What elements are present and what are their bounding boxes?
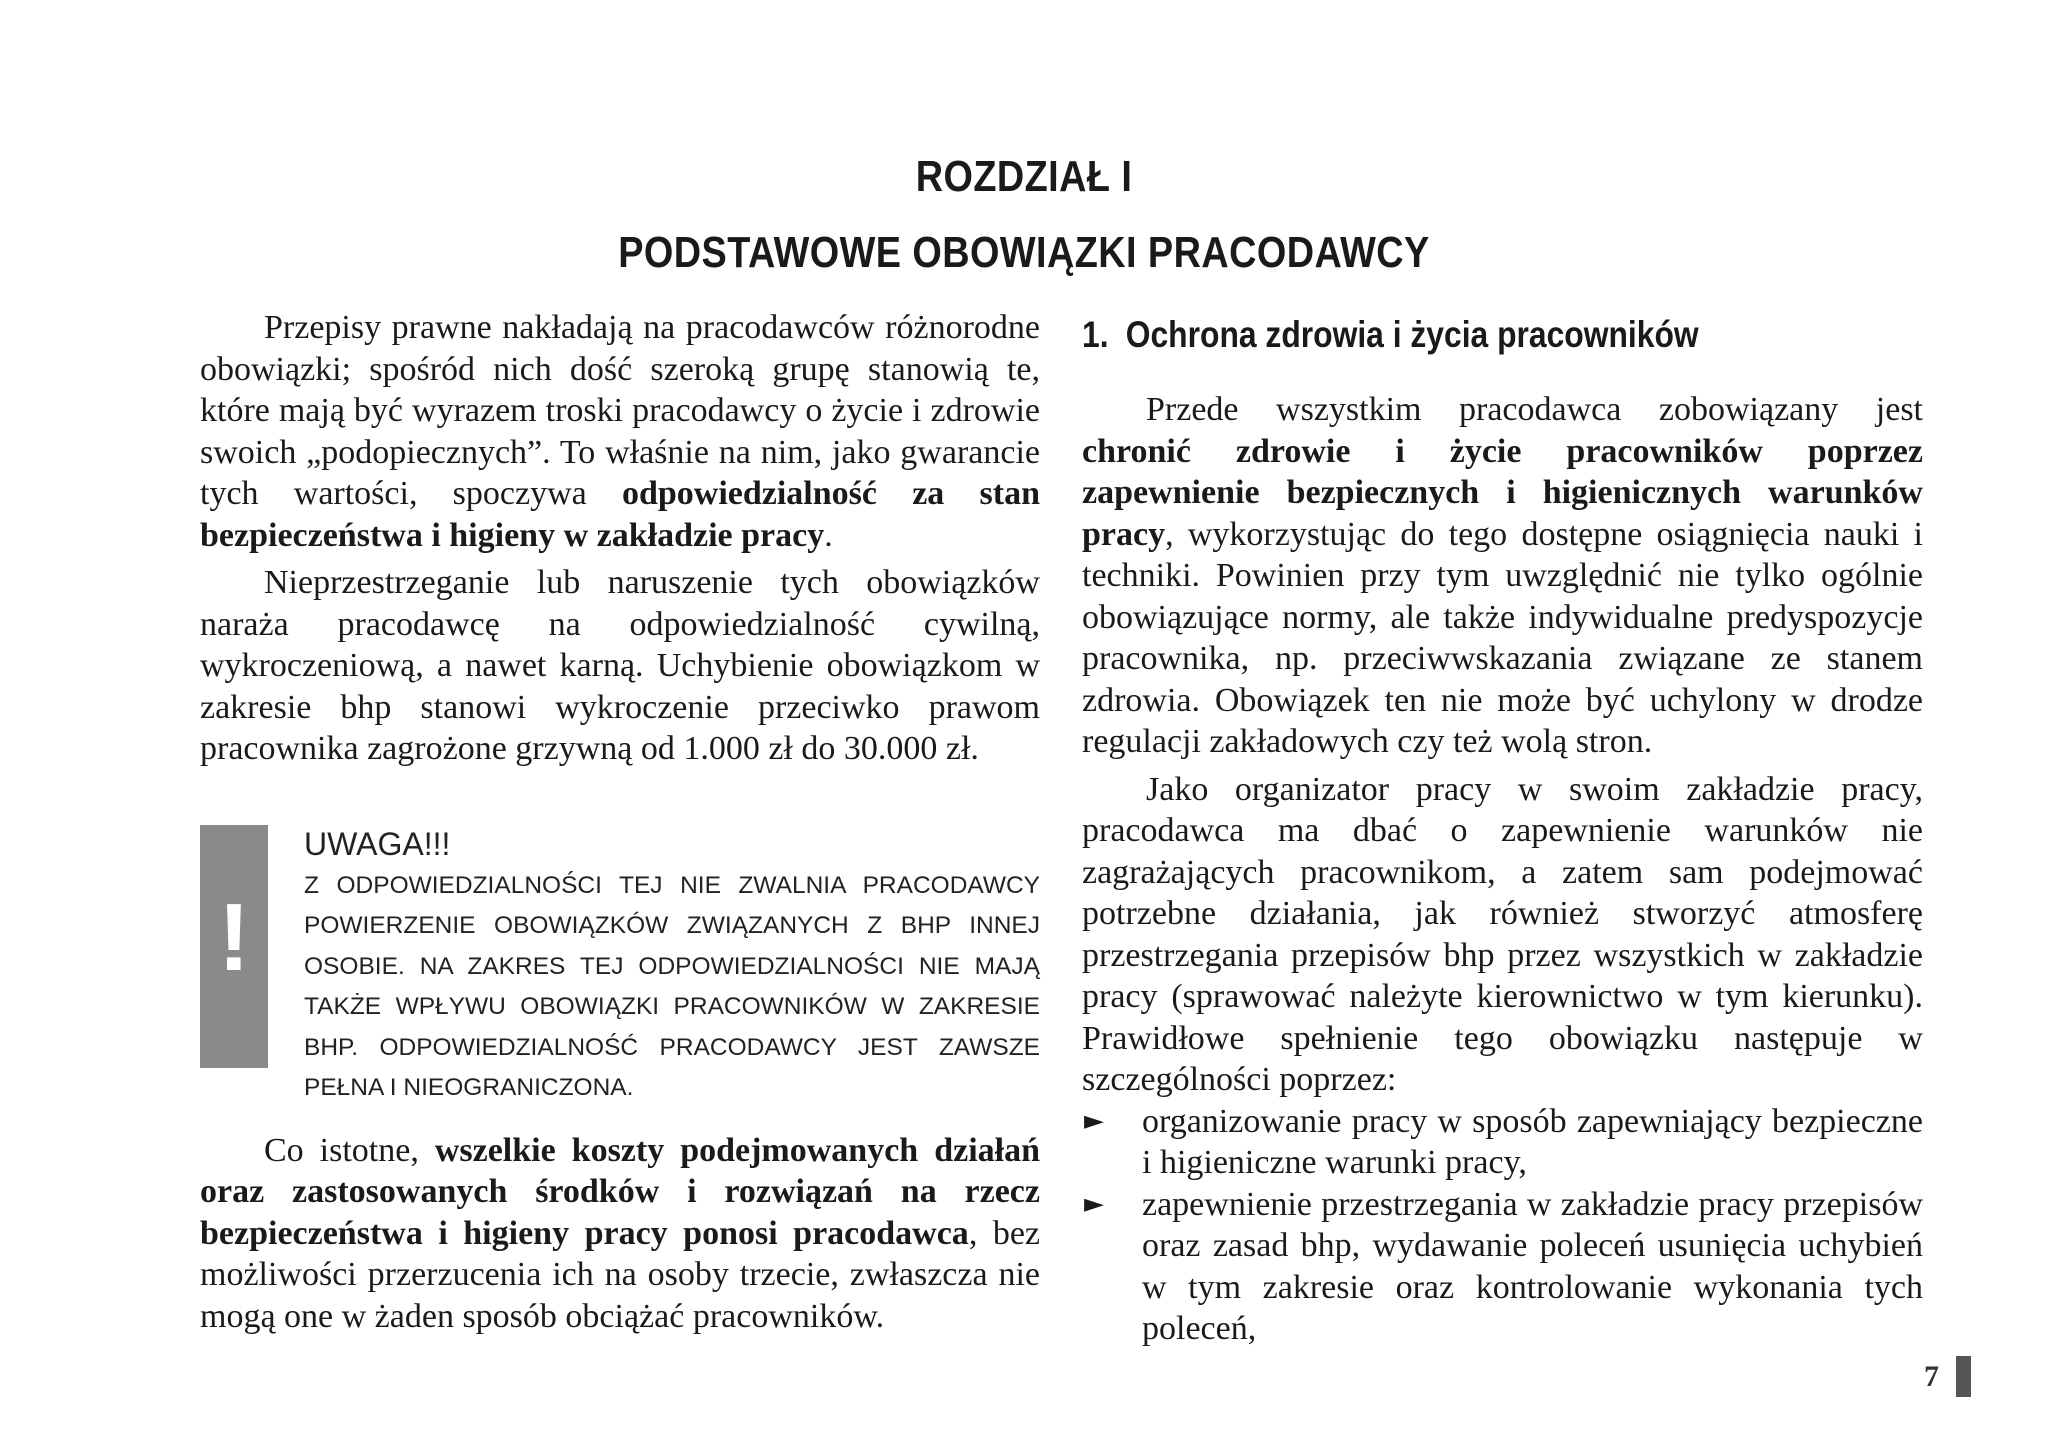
organizer-paragraph: Jako organizator pracy w swoim zakładzie pracy, pracodawca ma dbać o zapewnienie warunków nie zagrażających pracownikom, a zatem sam podejmować potrzebne działania, jak również stworzyć atmosferę przestrzegania przepisów bhp przez wszystkich w zakładzie pracy (sprawować należyte kierownictwo w tym kierunku). Prawidłowe spełnienie tego obowiązku następuje w szczególności poprzez: <box>1082 770 1923 1098</box>
section-title: Ochrona zdrowia i życia pracowników <box>1125 314 1699 355</box>
exclamation-icon: ! <box>218 883 250 991</box>
section-number: 1. <box>1082 314 1109 355</box>
intro-paragraph: Przepisy prawne nakładają na pracodawców różnorodne obowiązki; spośród nich dość szeroką grupę stanowią te, które mają być wyrazem troski pracodawcy o życie i zdrowie swoich „podopiecznych”. To właśnie na nim, jako gwarancie tych wartości, spoczywa odpowiedzialność za stan bezpieczeństwa i higieny w zakładzie pracy. <box>200 309 1040 554</box>
bold-phrase: chronić zdrowie i życie pracowników poprzez zapewnienie bezpiecznych i higienicznych warunków pracy <box>1082 432 1923 553</box>
page-number: 7 <box>1924 1360 1939 1393</box>
triangle-bullet-icon: ► <box>1084 1188 1104 1219</box>
section-heading <box>1082 307 1805 363</box>
liability-paragraph: Nieprzestrzeganie lub naruszenie tych obowiązków naraża pracodawcę na odpowiedzialność cywilną, wykroczeniową, a nawet karną. Uchybienie obowiązkom w zakresie bhp stanowi wykroczenie przeciwko prawom pracownika zagrożone grzywną od 1.000 zł do 30.000 zł. <box>200 564 1040 767</box>
warning-callout <box>200 822 1040 1101</box>
chapter-number: ROZDZIAŁ I <box>915 152 1133 201</box>
protection-paragraph: Przede wszystkim pracodawca zobowiązany jest chronić zdrowie i życie pracowników poprzez zapewnienie bezpiecznych i higienicznych warunków pracy, wykorzystując do tego dostępne osiągnięcia nauki i techniki. Powinien przy tym uwzględnić nie tylko ogólnie obowiązujące normy, ale także indywidualne predyspozycje pracownika, np. przeciwwskazania związane ze stanem zdrowia. Obowiązek ten nie może być uchylony w drodze regulacji zakładowych czy też wolą stron. <box>1082 391 1923 760</box>
bold-phrase: odpowiedzialność za stan bezpieczeństwa i higieny w zakładzie pracy <box>200 475 1040 554</box>
costs-paragraph: Co istotne, wszelkie koszty podejmowanych działań oraz zastosowanych środków i rozwiązań na rzecz bezpieczeństwa i higieny pracy ponosi pracodawca, bez możliwości przerzucenia ich na osoby trzecie, zwłaszcza nie mogą one w żaden sposób obciążać pracowników. <box>200 1131 1040 1335</box>
list-item: ► zapewnienie przestrzegania w zakładzie pracy przepisów oraz zasad bhp, wydawanie poleceń usunięcia uchybień w tym zakresie oraz kontrolowanie wykonania tych poleceń, <box>1084 1185 1923 1347</box>
warning-title: UWAGA!!! <box>304 825 451 862</box>
chapter-title: PODSTAWOWE OBOWIĄZKI PRACODAWCY <box>618 228 1430 277</box>
triangle-bullet-icon: ► <box>1084 1105 1104 1136</box>
list-item: ► organizowanie pracy w sposób zapewniający bezpieczne i higieniczne warunki pracy, <box>1084 1102 1923 1181</box>
obligations-list <box>1082 1101 1923 1350</box>
left-column <box>200 307 1040 1337</box>
page-marker-bar <box>1956 1356 1971 1397</box>
bold-phrase: wszelkie koszty podejmowanych działań oraz zastosowanych środków i rozwiązań na rzecz bezpieczeństwa i higieny pracy ponosi pracodawca <box>200 1131 1040 1252</box>
warning-body: Z ODPOWIEDZIALNOŚCI TEJ NIE ZWALNIA PRACODAWCY POWIERZENIE OBOWIĄZKÓW ZWIĄZANYCH Z BHP INNEJ OSOBIE. NA ZAKRES TEJ ODPOWIEDZIALNOŚCI NIE MAJĄ TAKŻE WPŁYWU OBOWIĄZKI PRACOWNIKÓW W ZAKRESIE BHP. ODPOWIEDZIALNOŚĆ PRACODAWCY JEST ZAWSZE PEŁNA I NIEOGRANICZONA. <box>304 871 1040 1101</box>
right-column <box>1082 307 1923 1350</box>
